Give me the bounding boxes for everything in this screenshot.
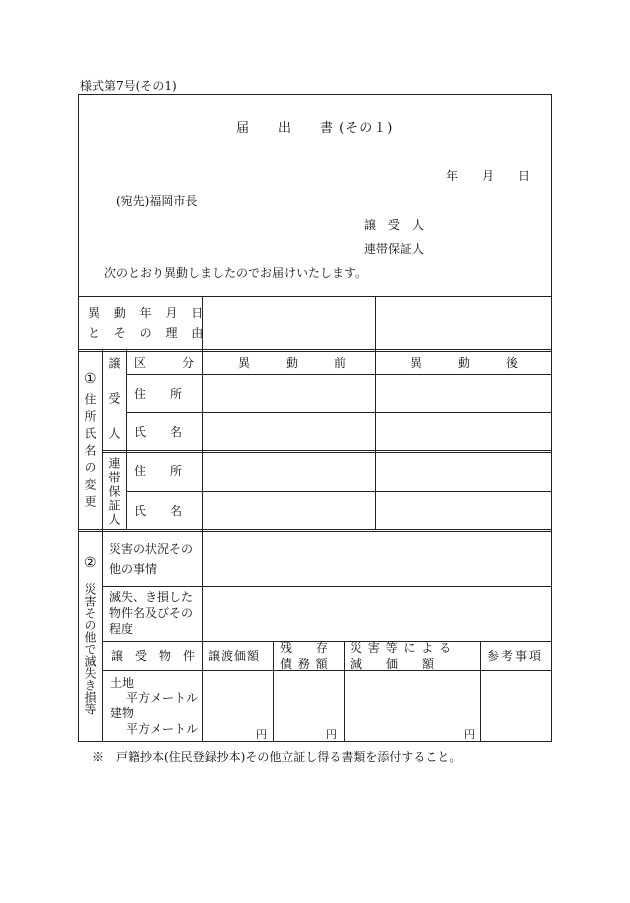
guarantor-address-label: 住 所 (134, 464, 183, 478)
loss-label-line3: 程度 (109, 622, 134, 636)
section2-number: ② (84, 555, 97, 571)
guarantor-vertical-label: 連帯保証人 (107, 457, 121, 527)
column-remarks: 参考事項 (487, 649, 544, 663)
building-unit: 平方メートル (126, 722, 199, 736)
reduction-yen: 円 (464, 728, 475, 741)
transferee-vertical-label: 譲受人 (107, 357, 121, 462)
line (375, 350, 376, 530)
transferee-signature-label: 譲 受 人 (364, 218, 425, 232)
line (126, 350, 127, 530)
transferee-name-label: 氏 名 (134, 425, 183, 439)
form-number: 様式第7号(その1) (80, 79, 177, 93)
date-year: 年 (446, 169, 459, 183)
column-remaining-line1: 残 存 (280, 641, 329, 655)
line (375, 296, 376, 350)
line (273, 641, 274, 742)
line (344, 641, 345, 742)
change-reason-label: と そ の 理 由 (88, 326, 209, 340)
column-reduction-line1: 災 害 等 に よ る (350, 641, 453, 655)
line (78, 529, 552, 532)
form-title: 届 出 書 (その１) (236, 121, 394, 136)
disaster-label-line1: 災害の状況その (109, 542, 194, 556)
building-label: 建物 (110, 706, 135, 720)
line (126, 491, 552, 492)
line (202, 296, 203, 350)
date-month: 月 (482, 169, 495, 183)
section2-title: 災害その他で滅失き損等 (83, 583, 97, 715)
footnote: ※ 戸籍抄本(住民登録抄本)その他立証し得る書類を添付すること。 (92, 750, 462, 764)
land-label: 土地 (110, 676, 135, 690)
column-reduction-line2: 減 価 額 (350, 657, 435, 671)
line (126, 412, 552, 413)
remaining-debt-yen: 円 (326, 728, 337, 741)
line (78, 296, 552, 297)
line (202, 641, 203, 742)
transferee-address-label: 住 所 (134, 387, 183, 401)
column-after: 異 動 後 (410, 356, 519, 370)
loss-label-line2: 物件名及びその (109, 606, 194, 620)
guarantor-signature-label: 連帯保証人 (364, 242, 425, 256)
column-transfer-price: 譲渡価額 (208, 649, 261, 663)
line (202, 530, 203, 641)
loss-label-line1: 滅失、き損した (109, 590, 194, 604)
section1-title: 住所氏名の変更 (83, 393, 97, 512)
line (102, 586, 552, 587)
change-date-label: 異 動 年 月 日 (88, 306, 209, 320)
line (102, 350, 103, 742)
line (126, 374, 552, 375)
line (202, 350, 203, 530)
line (480, 641, 481, 742)
transfer-price-yen: 円 (256, 728, 267, 741)
disaster-label-line2: 他の事情 (109, 562, 158, 576)
line (78, 349, 552, 352)
intro-text: 次のとおり異動しましたのでお届けいたします。 (104, 266, 368, 280)
date-day: 日 (518, 169, 531, 183)
guarantor-name-label: 氏 名 (134, 504, 183, 518)
land-unit: 平方メートル (126, 691, 199, 705)
column-remaining-line2: 債 務 額 (280, 657, 329, 671)
column-before: 異 動 前 (238, 356, 347, 370)
column-property: 譲 受 物 件 (111, 649, 196, 663)
line (102, 450, 552, 453)
addressee: (宛先)福岡市長 (116, 194, 198, 208)
section1-number: ① (84, 371, 97, 387)
column-kubun: 区 分 (134, 356, 195, 370)
